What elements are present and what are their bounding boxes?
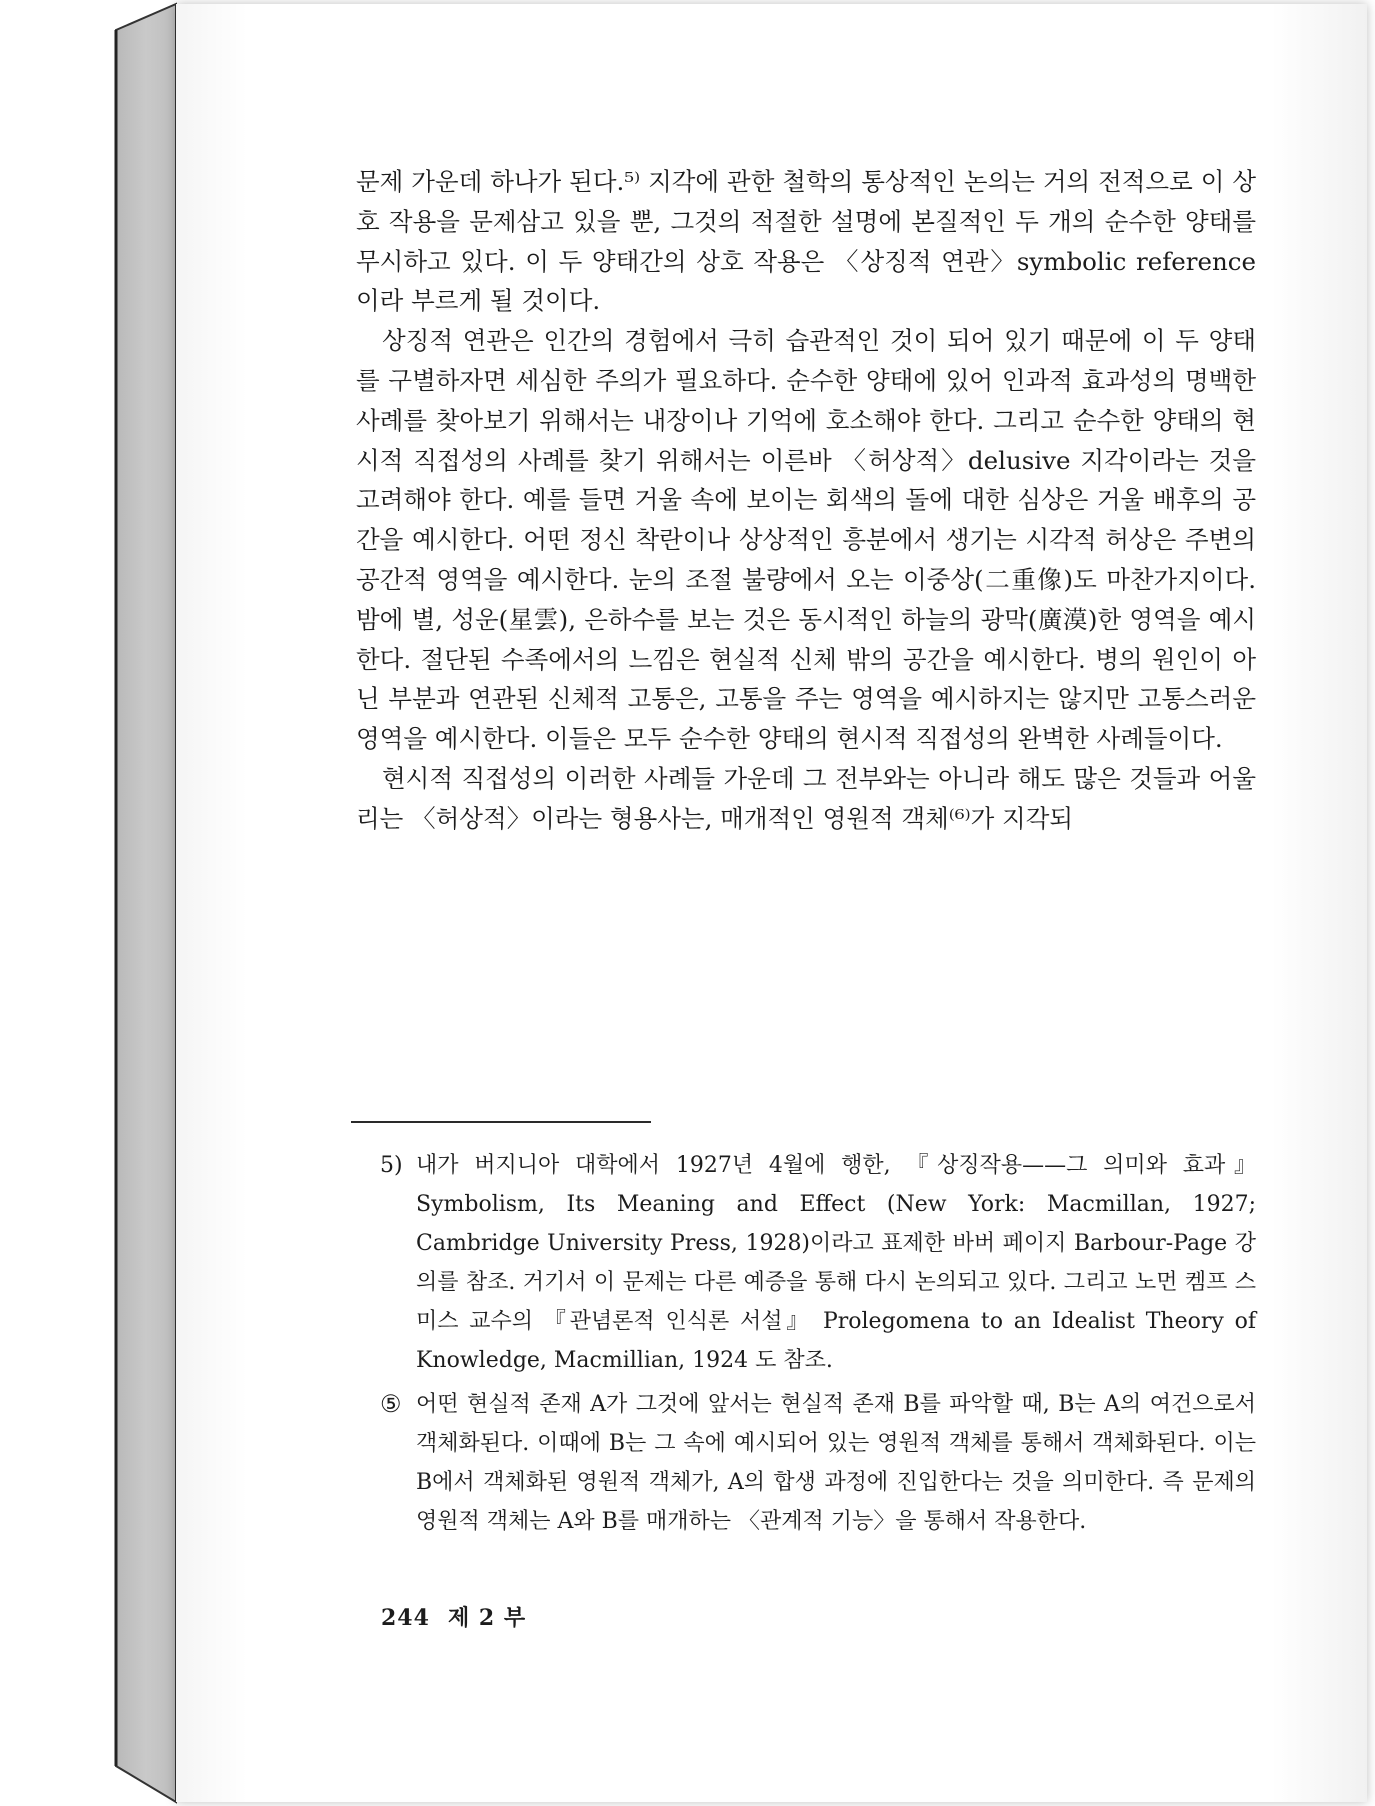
body-paragraph-1: 문제 가운데 하나가 된다.⁵⁾ 지각에 관한 철학의 통상적인 논의는 거의 전적으로 이 상호 작용을 문제삼고 있을 뿐, 그것의 적절한 설명에 본질적인 두 개의 순수한 양태를 무시하고 있다. 이 두 양태간의 상호 작용은 〈상징적 연관〉symbolic reference 이라 부르게 될 것이다. bbox=[356, 167, 1256, 316]
footnote-text: 내가 버지니아 대학에서 1927년 4월에 행한, 『상징작용——그 의미와 효과』 Symbolism, Its Meaning and Effect (New York: Macmillan, 1927; Cambridge University Press, 1928)이라고 표제한 바버 페이지 Barbour-Page 강의를 참조. 거기서 이 문제는 다른 예증을 통해 다시 논의되고 있다. 그리고 노먼 켐프 스미스 교수의 『관념론적 인식론 서설』 Prolegomena to an Idealist Theory of Knowledge, Macmillian, 1924 도 참조. bbox=[416, 1153, 1256, 1373]
body-paragraph-3: 현시적 직접성의 이러한 사례들 가운데 그 전부와는 아니라 해도 많은 것들과 어울리는 〈허상적〉이라는 형용사는, 매개적인 영원적 객체⁽⁶⁾가 지각되 bbox=[356, 763, 1256, 833]
footnote-marker: ⑤ bbox=[380, 1390, 402, 1418]
footnotes bbox=[380, 1146, 1256, 1546]
footnote-marker: 5) bbox=[380, 1153, 403, 1178]
translator-note-5 bbox=[380, 1385, 1256, 1541]
body-text bbox=[356, 162, 1256, 839]
footnote-text: 어떤 현실적 존재 A가 그것에 앞서는 현실적 존재 B를 파악할 때, B는 A의 여건으로서 객체화된다. 이때에 B는 그 속에 예시되어 있는 영원적 객체를 통해서 객체화된다. 이는 B에서 객체화된 영원적 객체가, A의 합생 과정에 진입한다는 것을 의미한다. 즉 문제의 영원적 객체는 A와 B를 매개하는 〈관계적 기능〉을 통해서 작용한다. bbox=[416, 1392, 1256, 1534]
footnote-5 bbox=[380, 1146, 1256, 1380]
part-label: 제 2 부 bbox=[447, 1605, 527, 1631]
footnote-divider bbox=[351, 1121, 651, 1123]
page-number: 244 bbox=[381, 1605, 430, 1631]
page-footer bbox=[381, 1601, 526, 1632]
book-spine bbox=[116, 4, 176, 1802]
body-paragraph-2: 상징적 연관은 인간의 경험에서 극히 습관적인 것이 되어 있기 때문에 이 두 양태를 구별하자면 세심한 주의가 필요하다. 순수한 양태에 있어 인과적 효과성의 명백한 사례를 찾아보기 위해서는 내장이나 기억에 호소해야 한다. 그리고 순수한 양태의 현시적 직접성의 사례를 찾기 위해서는 이른바 〈허상적〉delusive 지각이라는 것을 고려해야 한다. 예를 들면 거울 속에 보이는 회색의 돌에 대한 심상은 거울 배후의 공간을 예시한다. 어떤 정신 착란이나 상상적인 흥분에서 생기는 시각적 허상은 주변의 공간적 영역을 예시한다. 눈의 조절 불량에서 오는 이중상(二重像)도 마찬가지이다. 밤에 별, 성운(星雲), 은하수를 보는 것은 동시적인 하늘의 광막(廣漠)한 영역을 예시한다. 절단된 수족에서의 느낌은 현실적 신체 밖의 공간을 예시한다. 병의 원인이 아닌 부분과 연관된 신체적 고통은, 고통을 주는 영역을 예시하지는 않지만 고통스러운 영역을 예시한다. 이들은 모두 순수한 양태의 현시적 직접성의 완벽한 사례들이다. bbox=[356, 326, 1256, 754]
